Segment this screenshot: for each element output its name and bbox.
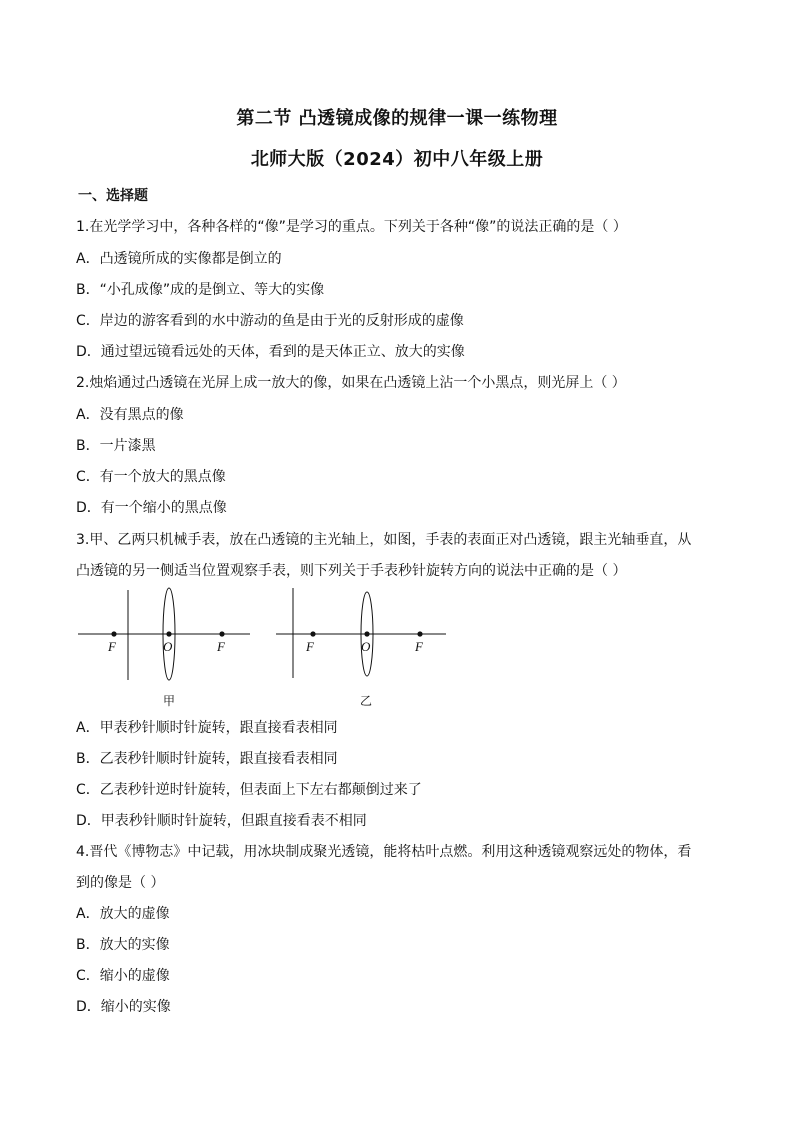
center-label: O (163, 639, 173, 654)
focal-point-right-yi (417, 631, 422, 636)
question-3-stem-line-1: 3.甲、乙两只机械手表，放在凸透镜的主光轴上，如图，手表的表面正对凸透镜，跟主光轴垂直，从 (76, 532, 692, 548)
question-4-option-b: B．放大的实像 (76, 937, 170, 953)
question-3-option-c: C．乙表秒针逆时针旋转，但表面上下左右都颠倒过来了 (76, 782, 422, 798)
optical-center-yi (364, 631, 369, 636)
question-2-stem: 2.烛焰通过凸透镜在光屏上成一放大的像，如果在凸透镜上沾一个小黑点，则光屏上（ ） (76, 375, 626, 391)
focal-point-right-jia (219, 631, 224, 636)
caption-yi: 乙 (360, 694, 373, 708)
focus-label: F (415, 639, 423, 654)
page-subtitle: 北师大版（2024）初中八年级上册 (250, 149, 544, 170)
question-1-option-c: C．岸边的游客看到的水中游动的鱼是由于光的反射形成的虚像 (76, 313, 464, 329)
question-2-option-a: A．没有黑点的像 (76, 407, 184, 423)
lens-diagram (74, 586, 454, 716)
lens-diagram-yi (276, 588, 446, 708)
page-title: 第二节 凸透镜成像的规律一课一练物理 (236, 108, 558, 129)
center-label: O (361, 639, 371, 654)
question-1-option-b: B．“小孔成像”成的是倒立、等大的实像 (76, 282, 325, 298)
section-heading: 一、选择题 (78, 188, 148, 204)
question-1-stem: 1.在光学学习中，各种各样的“像”是学习的重点。下列关于各种“像”的说法正确的是（ ） (76, 219, 627, 235)
question-2-option-d: D．有一个缩小的黑点像 (76, 500, 227, 516)
question-3-stem-line-2: 凸透镜的另一侧适当位置观察手表，则下列关于手表秒针旋转方向的说法中正确的是（ ） (76, 563, 627, 579)
question-1-option-d: D．通过望远镜看远处的天体，看到的是天体正立、放大的实像 (76, 344, 465, 360)
question-2-option-c: C．有一个放大的黑点像 (76, 469, 226, 485)
focal-point-left-jia (111, 631, 116, 636)
focal-point-left-yi (310, 631, 315, 636)
question-3-option-a: A．甲表秒针顺时针旋转，跟直接看表相同 (76, 720, 338, 736)
question-4-option-a: A．放大的虚像 (76, 906, 170, 922)
question-1-option-a: A．凸透镜所成的实像都是倒立的 (76, 251, 282, 267)
caption-jia: 甲 (163, 694, 176, 708)
question-2-option-b: B．一片漆黑 (76, 438, 156, 454)
question-3-option-b: B．乙表秒针顺时针旋转，跟直接看表相同 (76, 751, 338, 767)
question-4-option-d: D．缩小的实像 (76, 999, 171, 1015)
optical-center-jia (166, 631, 171, 636)
focus-label: F (217, 639, 225, 654)
focus-label: F (108, 639, 116, 654)
question-3-option-d: D．甲表秒针顺时针旋转，但跟直接看表不相同 (76, 813, 367, 829)
focus-label: F (306, 639, 314, 654)
question-4-stem-line-1: 4.晋代《博物志》中记载，用冰块制成聚光透镜，能将枯叶点燃。利用这种透镜观察远处的物体，看 (76, 844, 692, 860)
question-4-option-c: C．缩小的虚像 (76, 968, 170, 984)
lens-diagram-jia (78, 588, 250, 708)
question-4-stem-line-2: 到的像是（ ） (76, 875, 165, 891)
